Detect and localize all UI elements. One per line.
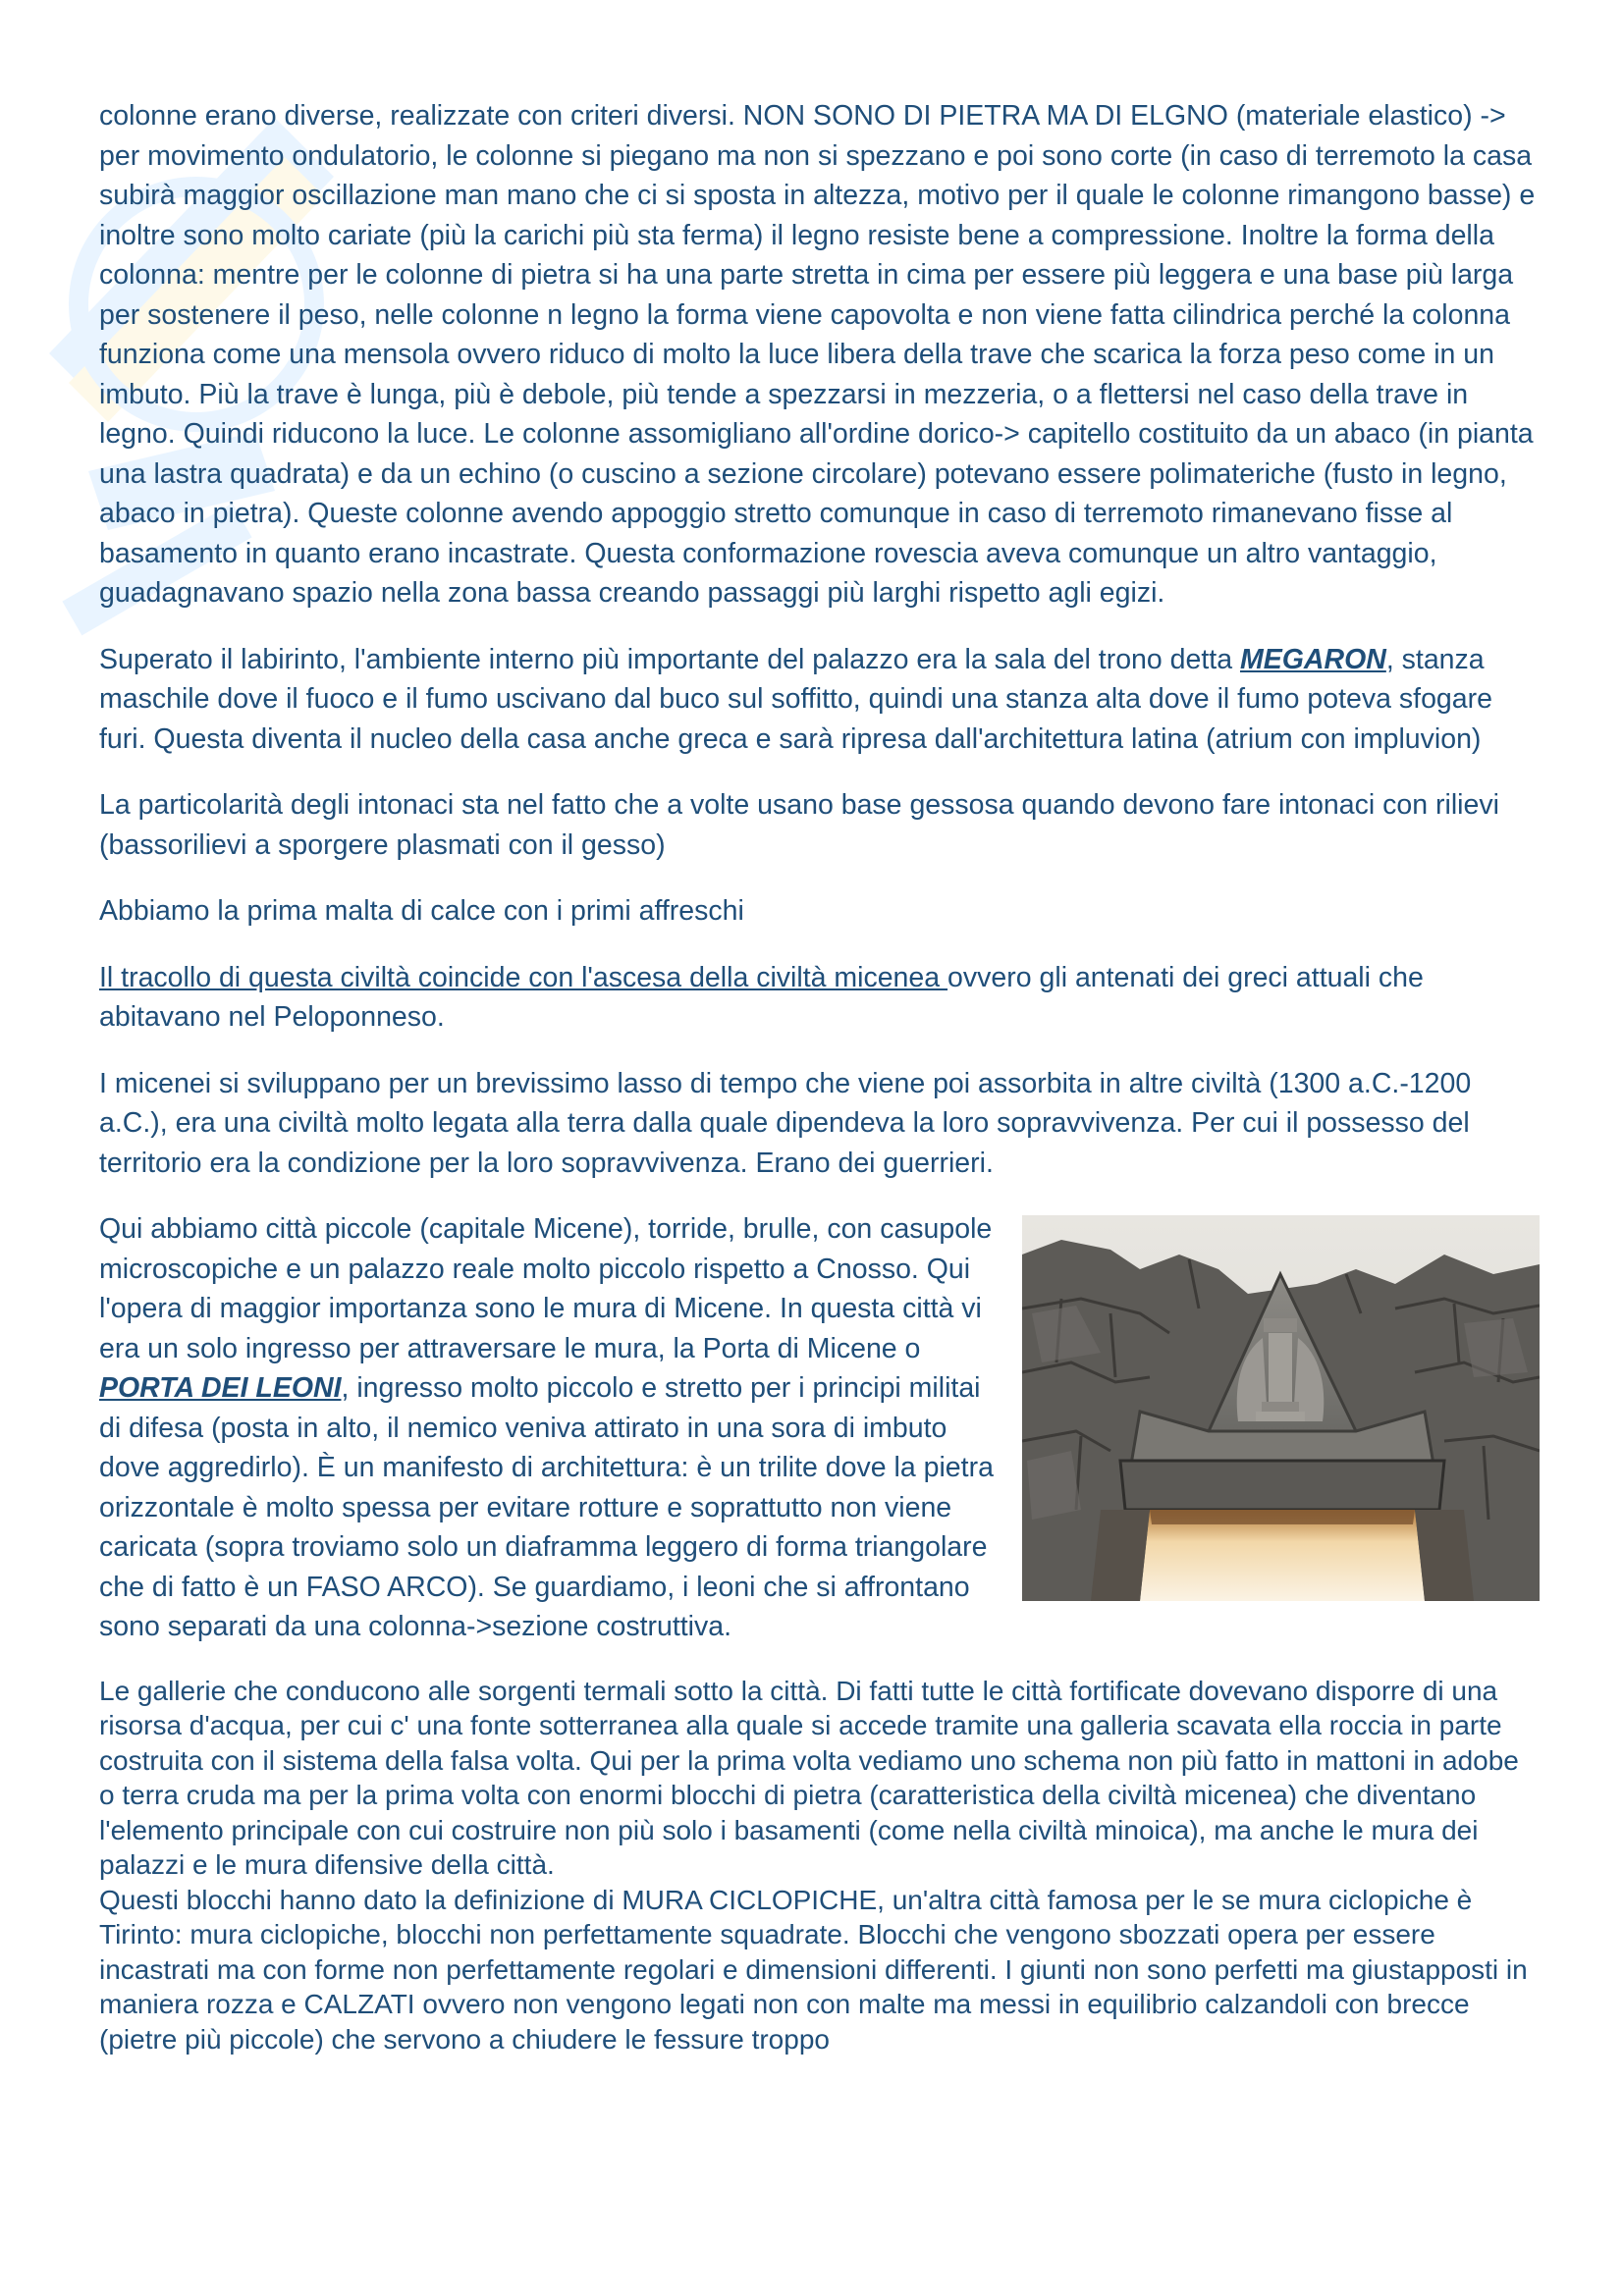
lion-gate-rest-text: , ingresso molto piccolo e stretto per i principi militai di difesa (posta in alto, il nemico veniva attirato in una sora di imbuto dove aggredirlo). È un manifesto di architettura: è un trilite dove la pietra orizzontale è molto spessa per evitare rotture e soprattutto non viene caricata (sopra troviamo solo un diaframma leggero di forma triangolare che di fatto è un FASO ARCO). Se guardiamo, i leoni che si affrontano sono separati da una colonna->sezione costruttiva. <box>99 1372 994 1642</box>
paragraph-lime-mortar: Abbiamo la prima malta di calce con i primi affreschi <box>99 895 744 927</box>
lion-gate-image <box>1022 1215 1540 1601</box>
galleries-text: Le gallerie che conducono alle sorgenti termali sotto la città. Di fatti tutte le città fortificate dovevano disporre di una risorsa d'acqua, per cui c' una fonte sotterranea alla quale si accede tramite una galleria scavata ella roccia in parte costruita con il sistema della falsa volta. Qui per la prima volta vediamo uno schema non più fatto in mattoni in adobe o terra cruda ma per la prima volta con enormi blocchi di pietra (caratteristica della civiltà micenea) che diventano l'elemento principale con cui costruire non più solo i basamenti (come nella civiltà minoica), ma anche le mura dei palazzi e le mura difensive della città. <box>99 1675 1519 1880</box>
megaron-intro-text: Superato il labirinto, l'ambiente interno più importante del palazzo era la sala del trono detta <box>99 643 1240 675</box>
paragraph-megaron <box>99 640 1540 760</box>
paragraph-decline <box>99 958 1540 1038</box>
lion-gate-photo <box>1022 1215 1540 1601</box>
decline-rest-text: ovvero gli antenati dei greci attuali che abitavano nel Peloponneso. <box>99 961 1424 1033</box>
decline-underlined-text: Il tracollo di questa civiltà coincide con l'ascesa della civiltà micenea <box>99 961 948 993</box>
paragraph-galleries <box>99 1674 1540 2057</box>
paragraph-columns: colonne erano diverse, realizzate con criteri diversi. NON SONO DI PIETRA MA DI ELGNO (materiale elastico) -> per movimento ondulatorio, le colonne si piegano ma non si spezzano e poi sono corte (in caso di terremoto la casa subirà maggior oscillazione man mano che ci si sposta in altezza, motivo per il quale le colonne rimangono basse) e inoltre sono molto cariate (più la carichi più sta ferma) il legno resiste bene a compressione. Inoltre la forma della colonna: mentre per le colonne di pietra si ha una parte stretta in cima per essere più leggera e una base più larga per sostenere il peso, nelle colonne n legno la forma viene capovolta e non viene fatta cilindrica perché la colonna funziona come una mensola ovvero riduco di molto la luce libera della trave che scarica la forza peso come in un imbuto. Più la trave è lunga, più è debole, più tende a spezzarsi in mezzeria, o a flettersi nel caso della trave in legno. Quindi riducono la luce. Le colonne assomigliano all'ordine dorico-> capitello costituito da un abaco (in pianta una lastra quadrata) e da un echino (o cuscino a sezione circolare) potevano essere polimateriche (fusto in legno, abaco in pietra). Queste colonne avendo appoggio stretto comunque in caso di terremoto rimanevano fisse al basamento in quanto erano incastrate. Questa conformazione rovescia aveva comunque un altro vantaggio, guadagnavano spazio nella zona bassa creando passaggi più larghi rispetto agli egizi. <box>99 100 1536 609</box>
cyclopean-walls-text: Questi blocchi hanno dato la definizione di MURA CICLOPICHE, un'altra città famosa per le se mura ciclopiche è Tirinto: mura ciclopiche, blocchi non perfettamente squadrate. Blocchi che vengono sbozzati opera per essere incastrati ma con forme non perfettamente regolari e dimensioni differenti. I giunti non sono perfetti ma giustapposti in maniera rozza e CALZATI ovvero non vengono legati non con malte ma messi in equilibrio calzandoli con brecce (pietre più piccole) che servono a chiudere le fessure troppo <box>99 1884 1528 2055</box>
paragraph-plaster: La particolarità degli intonaci sta nel fatto che a volte usano base gessosa quando devono fare intonaci con rilievi (bassorilievi a sporgere plasmati con il gesso) <box>99 789 1499 861</box>
document-body <box>99 96 1540 2056</box>
lion-gate-intro-text: Qui abbiamo città piccole (capitale Micene), torride, brulle, con casupole microscopiche e un palazzo reale molto piccolo rispetto a Cnosso. Qui l'opera di maggior importanza sono le mura di Micene. In questa città vi era un solo ingresso per attraversare le mura, la Porta di Micene o <box>99 1213 993 1364</box>
paragraph-mycenaeans: I micenei si sviluppano per un brevissimo lasso di tempo che viene poi assorbita in altre civiltà (1300 a.C.-1200 a.C.), era una civiltà molto legata alla terra dalla quale dipendeva la loro sopravvivenza. Per cui il possesso del territorio era la condizione per la loro sopravvivenza. Erano dei guerrieri. <box>99 1067 1472 1179</box>
megaron-term-link[interactable]: MEGARON <box>1239 643 1386 675</box>
porta-dei-leoni-term-link[interactable]: PORTA DEI LEONI <box>99 1372 342 1404</box>
paragraph-lion-gate <box>99 1209 1540 1647</box>
megaron-rest-text: , stanza maschile dove il fuoco e il fumo uscivano dal buco sul soffitto, quindi una stanza alta dove il fumo poteva sfogare furi. Questa diventa il nucleo della casa anche greca e sarà ripresa dall'architettura latina (atrium con impluvion) <box>99 643 1492 755</box>
